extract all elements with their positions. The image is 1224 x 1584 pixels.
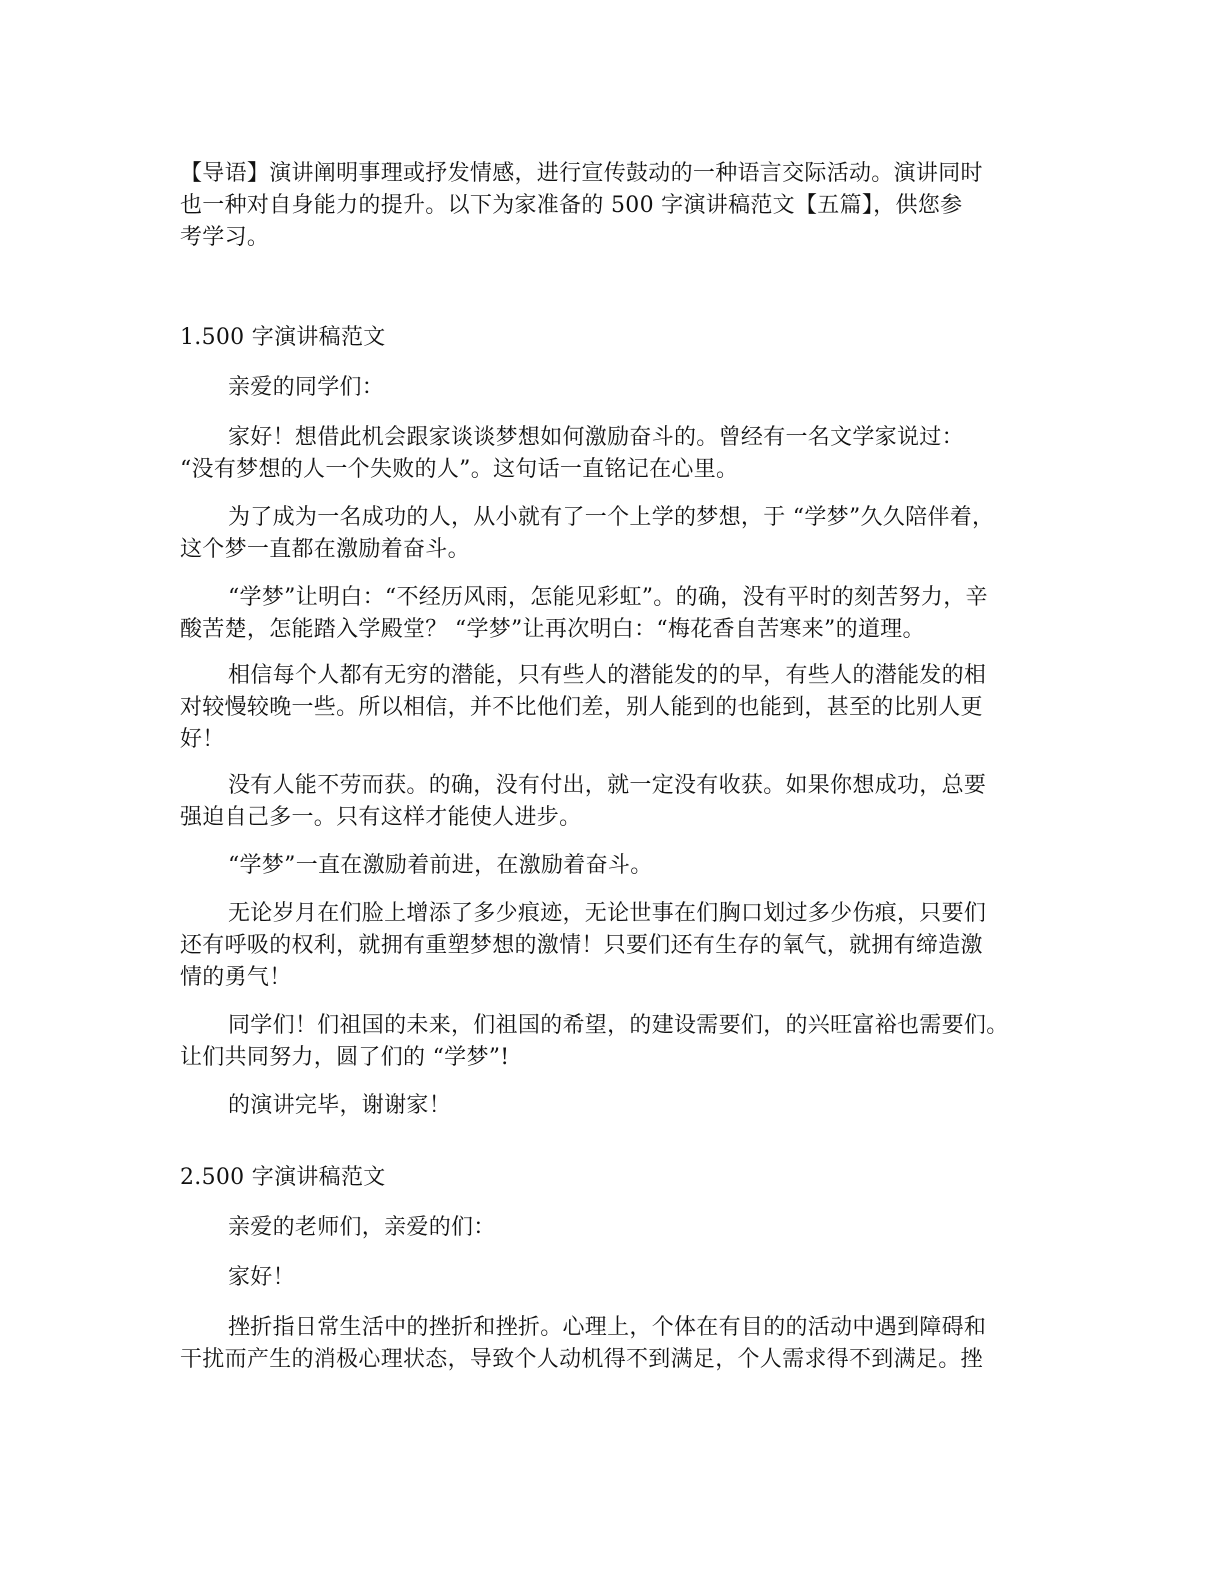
section-2-salutation: 亲爱的老师们，亲爱的们： bbox=[228, 1215, 496, 1240]
section-2-paragraph: 挫折指日常生活中的挫折和挫折。心理上，个体在有目的的活动中遇到障碍和 干扰而产生的消极心理状态，导致个人动机得不到满足，个人需求得不到满足。挫 bbox=[180, 1315, 987, 1372]
section-1-paragraph: “学梦”让明白：“不经历风雨，怎能见彩虹”。的确，没有平时的刻苦努力，辛 酸苦楚，怎能踏入学殿堂？ “学梦”让再次明白：“梅花香自苦寒来”的道理。 bbox=[180, 585, 988, 642]
section-1-paragraph: 没有人能不劳而获。的确，没有付出，就一定没有收获。如果你想成功，总要 强迫自己多一。只有这样才能使人进步。 bbox=[180, 773, 987, 830]
section-2-greeting: 家好！ bbox=[228, 1265, 295, 1290]
section-1-paragraph: 相信每个人都有无穷的潜能，只有些人的潜能发的的早，有些人的潜能发的相 对较慢较晚一些。所以相信，并不比他们差，别人能到的也能到，甚至的比别人更 好！ bbox=[180, 663, 987, 752]
section-1-paragraph: 无论岁月在们脸上增添了多少痕迹，无论世事在们胸口划过多少伤痕，只要们 还有呼吸的权利，就拥有重塑梦想的激情！只要们还有生存的氧气，就拥有缔造激 情的勇气！ bbox=[180, 901, 987, 990]
section-1-heading: 1.500 字演讲稿范文 bbox=[180, 325, 386, 350]
section-1-paragraph: “学梦”一直在激励着前进，在激励着奋斗。 bbox=[228, 853, 653, 878]
section-1-paragraph: 为了成为一名成功的人，从小就有了一个上学的梦想，于 “学梦”久久陪伴着， 这个梦一直都在激励着奋斗。 bbox=[180, 505, 995, 562]
section-1-paragraph: 家好！想借此机会跟家谈谈梦想如何激励奋斗的。曾经有一名文学家说过： “没有梦想的人一个失败的人”。这句话一直铭记在心里。 bbox=[180, 425, 964, 482]
section-1-salutation: 亲爱的同学们： bbox=[228, 375, 385, 400]
section-1-paragraph: 同学们！们祖国的未来，们祖国的希望，的建设需要们，的兴旺富裕也需要们。 让们共同努力，圆了们的 “学梦”! bbox=[180, 1013, 1009, 1070]
intro-paragraph: 【导语】演讲阐明事理或抒发情感，进行宣传鼓动的一种语言交际活动。演讲同时 也一种对自身能力的提升。以下为家准备的 500 字演讲稿范文【五篇】，供您参 考学习。 bbox=[180, 161, 983, 250]
section-1-closing: 的演讲完毕，谢谢家！ bbox=[228, 1093, 452, 1118]
section-2-heading: 2.500 字演讲稿范文 bbox=[180, 1165, 386, 1190]
